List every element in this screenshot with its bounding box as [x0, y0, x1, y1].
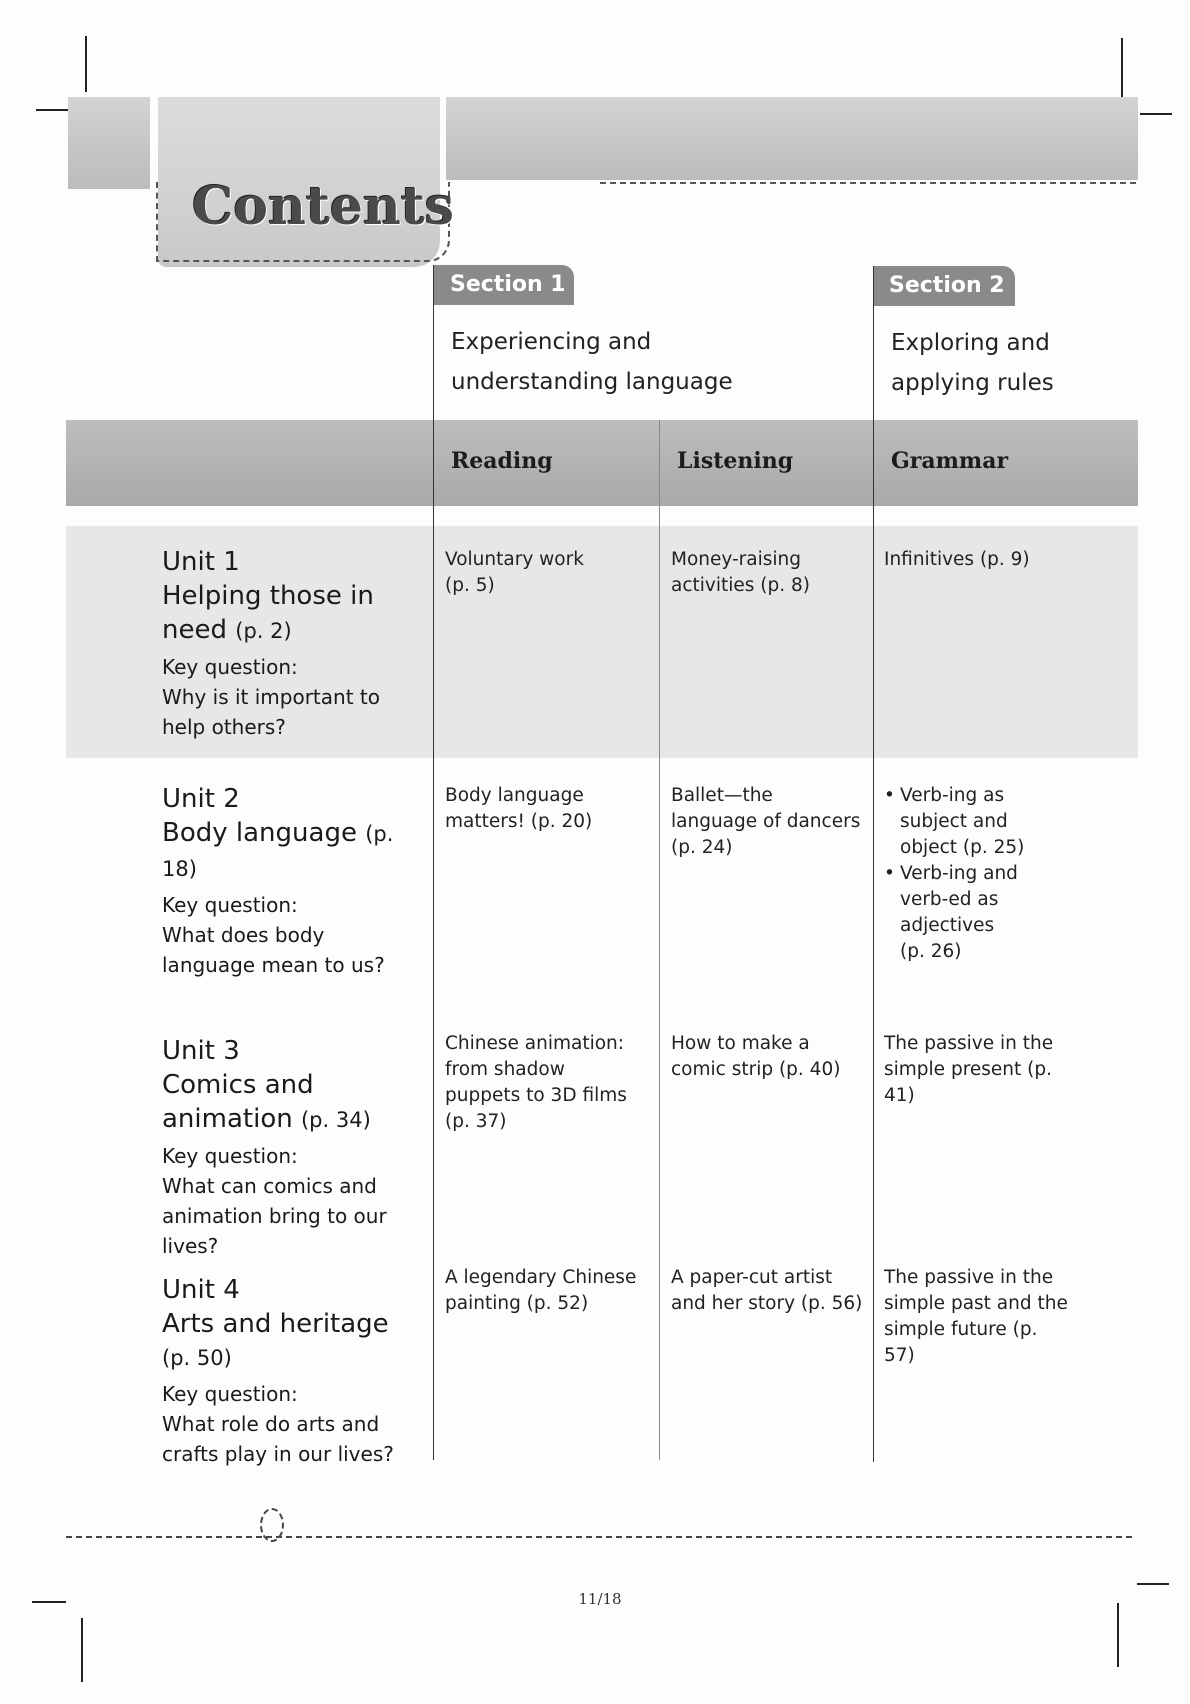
unit-3-reading: Chinese animation: from shadow puppets to 3D films (p. 37): [445, 1033, 627, 1132]
unit-2-info: [162, 782, 432, 980]
grammar-item: The passive in the simple present (p. 41): [884, 1033, 1054, 1106]
unit-3-listening: How to make a comic strip (p. 40): [671, 1033, 841, 1080]
column-header-listening: Listening: [677, 448, 794, 474]
unit-title: Comics and: [162, 1070, 314, 1100]
unit-title-cont: [162, 1102, 432, 1137]
unit-3-info: [162, 1034, 432, 1261]
section-1-divider: [433, 265, 434, 1460]
crop-mark: [1137, 1583, 1169, 1585]
section-2-divider: [873, 266, 874, 1462]
crop-mark: [36, 109, 68, 111]
unit-1-listening: Money-raising activities (p. 8): [671, 549, 810, 596]
unit-page: (p. 2): [235, 619, 292, 643]
unit-number: Unit 3: [162, 1036, 240, 1066]
section-1-description-line: Experiencing and: [451, 329, 652, 355]
dashed-loop-decoration: [260, 1508, 284, 1542]
unit-title: Body language: [162, 818, 357, 848]
key-question: What can comics and animation bring to our lives?: [162, 1174, 387, 1258]
unit-4-listening: A paper-cut artist and her story (p. 56): [671, 1267, 863, 1314]
column-header-grammar: Grammar: [891, 448, 1009, 474]
crop-mark: [81, 1618, 83, 1682]
section-2-tab: Section 2: [873, 266, 1015, 306]
unit-page: (p. 34): [300, 1108, 371, 1132]
key-question: What role do arts and crafts play in our lives?: [162, 1412, 394, 1466]
unit-title-line2: animation: [162, 1104, 293, 1134]
column-header-reading: Reading: [451, 448, 553, 474]
section-2-description: [891, 323, 1054, 403]
unit-title-line2: need: [162, 615, 227, 645]
banner-dashed-edge: [600, 182, 1136, 184]
unit-3-grammar: [884, 1031, 1054, 1109]
unit-number: Unit 4: [162, 1275, 240, 1305]
grammar-item: The passive in the simple past and the simple future (p. 57): [884, 1267, 1068, 1366]
unit-number: Unit 1: [162, 547, 240, 577]
key-question: What does body language mean to us?: [162, 923, 385, 977]
unit-2-reading: Body language matters! (p. 20): [445, 785, 593, 832]
grammar-item: • Verb-ing as subject and object (p. 25): [884, 783, 1064, 861]
section-1-tab: Section 1: [434, 265, 574, 305]
unit-2-listening: Ballet—the language of dancers (p. 24): [671, 785, 861, 858]
unit-4-reading: A legendary Chinese painting (p. 52): [445, 1267, 637, 1314]
unit-1-grammar: [884, 547, 1124, 573]
unit-1-info: [162, 545, 432, 742]
unit-1-reading: Voluntary work (p. 5): [445, 549, 584, 596]
unit-title: Helping those in: [162, 581, 374, 611]
header-banner-right: [446, 97, 1138, 180]
section-2-description-line: Exploring and: [891, 330, 1050, 356]
unit-2-grammar: [884, 783, 1064, 965]
page-title: Contents: [192, 176, 455, 237]
reading-listening-divider: [659, 420, 660, 1460]
crop-mark: [1140, 113, 1172, 115]
header-banner-left: [68, 97, 150, 189]
unit-title: Arts and heritage: [162, 1309, 389, 1339]
unit-page: (p. 50): [162, 1346, 232, 1370]
unit-4-info: [162, 1273, 432, 1469]
crop-mark: [32, 1601, 66, 1603]
key-question-label: Key question:: [162, 655, 298, 679]
crop-mark: [85, 36, 87, 92]
crop-mark: [1121, 38, 1123, 98]
unit-title-cont: [162, 613, 432, 648]
page-number: 11/18: [578, 1590, 622, 1608]
section-2-description-line: applying rules: [891, 370, 1054, 396]
key-question-label: Key question:: [162, 1144, 298, 1168]
section-1-description: [451, 322, 733, 402]
grammar-item: Infinitives (p. 9): [884, 549, 1030, 570]
crop-mark: [1117, 1603, 1119, 1667]
section-1-description-line: understanding language: [451, 369, 733, 395]
key-question-label: Key question:: [162, 1382, 298, 1406]
unit-4-grammar: [884, 1265, 1074, 1369]
unit-number: Unit 2: [162, 784, 240, 814]
grammar-item: • Verb-ing and verb-ed as adjectives (p. 26): [884, 861, 1020, 965]
unit-title-line: [162, 816, 432, 886]
key-question-label: Key question:: [162, 893, 298, 917]
key-question: Why is it important to help others?: [162, 685, 380, 739]
bottom-dashed-line: [66, 1536, 1132, 1538]
unit-page: (p. 18): [162, 822, 394, 881]
